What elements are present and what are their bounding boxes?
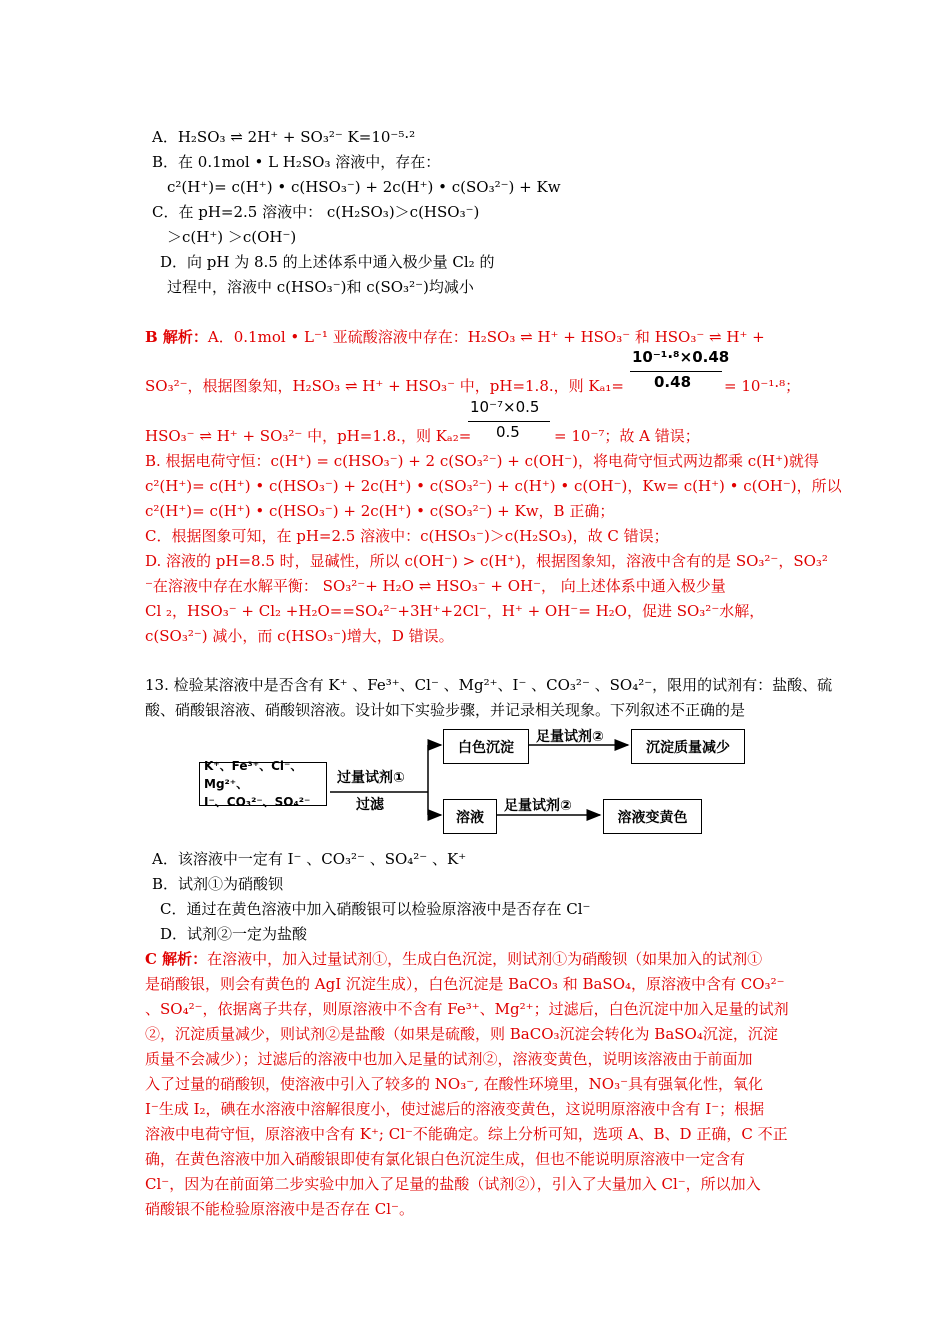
q12-analysis-text: A．0.1mol • L⁻¹ 亚硫酸溶液中存在：H₂SO₃ ⇌ H⁺ + HSO₃⁻ 和 HSO₃⁻ ⇌ H⁺ + xyxy=(207,328,765,346)
q13-analysis-line-5: 质量不会减少）；过滤后的溶液中也加入足量的试剂②，溶液变黄色，说明该溶液由于前面加 xyxy=(145,1050,753,1068)
reagent2-bottom-label: 足量试剂② xyxy=(504,798,572,814)
q13-option-d: D．试剂②一定为盐酸 xyxy=(160,925,308,943)
solution-box: 溶液 xyxy=(443,799,497,834)
q12-analysis-line-3: HSO₃⁻ ⇌ H⁺ + SO₃²⁻ 中，pH=1.8.，则 Kₐ₂= xyxy=(145,427,472,445)
q12-analysis-line-8: D. 溶液的 pH=8.5 时，显碱性，所以 c(OH⁻) > c(H⁺)，根据图象知，溶液中含有的是 SO₃²⁻，SO₃² xyxy=(145,552,828,570)
q13-analysis-line-2: 是硝酸银，则会有黄色的 AgI 沉淀生成），白色沉淀是 BaCO₃ 和 BaSO₄，原溶液中含有 CO₃²⁻ xyxy=(145,975,785,993)
q13-stem-line-2: 酸、硝酸银溶液、硝酸钡溶液。设计如下实验步骤，并记录相关现象。下列叙述不正确的是 xyxy=(145,701,746,719)
ka2-result: = 10⁻⁷；故 A 错误； xyxy=(554,427,700,445)
q12-analysis-head: B 解析： xyxy=(145,328,208,346)
q13-analysis-line-11: 硝酸银不能检验原溶液中是否存在 Cl⁻。 xyxy=(145,1200,414,1218)
q12-option-c-cont: ＞c(H⁺) ＞c(OH⁻) xyxy=(167,228,297,246)
q12-analysis-line-7: C．根据图象可知，在 pH=2.5 溶液中：c(HSO₃⁻)＞c(H₂SO₃)，故 C 错误； xyxy=(145,527,669,545)
q12-option-b-eq: c²(H⁺)= c(H⁺) • c(HSO₃⁻) + 2c(H⁺) • c(SO₃²⁻) + Kw xyxy=(167,178,561,196)
q13-option-c: C．通过在黄色溶液中加入硝酸银可以检验原溶液中是否存在 Cl⁻ xyxy=(160,900,591,918)
white-precipitate-box: 白色沉淀 xyxy=(443,729,529,764)
q12-option-d-cont: 过程中，溶液中 c(HSO₃⁻)和 c(SO₃²⁻)均减小 xyxy=(167,278,474,296)
q13-analysis-line-6: 入了过量的硝酸钡，使溶液中引入了较多的 NO₃⁻, 在酸性环境里，NO₃⁻具有强氧化性，氧化 xyxy=(145,1075,764,1093)
q13-analysis-line-8: 溶液中电荷守恒，原溶液中含有 K⁺; Cl⁻不能确定。综上分析可知，选项 A、B、D 正确，C 不正 xyxy=(145,1125,788,1143)
q12-option-c: C．在 pH=2.5 溶液中： c(H₂SO₃)＞c(HSO₃⁻) xyxy=(152,203,480,221)
ka1-numerator: 10⁻¹·⁸×0.48 xyxy=(632,348,730,366)
q13-analysis-head: C 解析： xyxy=(145,950,208,968)
step1-filter-label: 过滤 xyxy=(356,797,384,813)
q13-analysis-line-7: I⁻生成 I₂，碘在水溶液中溶解很度小，使过滤后的溶液变黄色，这说明原溶液中含有 I⁻；根据 xyxy=(145,1100,765,1118)
q13-stem-line-1: 13. 检验某溶液中是否含有 K⁺ 、Fe³⁺、Cl⁻ 、Mg²⁺、I⁻ 、CO₃²⁻ 、SO₄²⁻，限用的试剂有：盐酸、硫 xyxy=(145,676,833,694)
q13-analysis-line-1 xyxy=(145,949,762,969)
ka1-denominator: 0.48 xyxy=(654,373,692,391)
q12-analysis-line-2: SO₃²⁻，根据图象知，H₂SO₃ ⇌ H⁺ + HSO₃⁻ 中，pH=1.8.，则 Kₐ₁= xyxy=(145,377,624,395)
precipitate-decrease-box: 沉淀质量减少 xyxy=(631,729,745,764)
ka2-denominator: 0.5 xyxy=(496,423,520,441)
start-ions-line-2: I⁻、CO₃²⁻、SO₄²⁻ xyxy=(204,795,311,809)
q13-analysis-line-9: 确，在黄色溶液中加入硝酸银即使有氯化银白色沉淀生成，但也不能说明原溶液中一定含有 xyxy=(145,1150,746,1168)
q12-analysis-line-4: B. 根据电荷守恒：c(H⁺) = c(HSO₃⁻) + 2 c(SO₃²⁻) + c(OH⁻)，将电荷守恒式两边都乘 c(H⁺)就得 xyxy=(145,452,819,470)
q12-analysis-line-6: c²(H⁺)= c(H⁺) • c(HSO₃⁻) + 2c(H⁺) • c(SO₃²⁻) + Kw，B 正确； xyxy=(145,502,615,520)
q13-analysis-line-4: ②，沉淀质量减少，则试剂②是盐酸（如果是硫酸，则 BaCO₃沉淀会转化为 BaSO₄沉淀，沉淀 xyxy=(145,1025,778,1043)
q13-analysis-line-10: Cl⁻，因为在前面第二步实验中加入了足量的盐酸（试剂②），引入了大量加入 Cl⁻，所以加入 xyxy=(145,1175,761,1193)
q12-option-d: D．向 pH 为 8.5 的上述体系中通入极少量 Cl₂ 的 xyxy=(160,253,495,271)
q12-analysis-line-11: c(SO₃²⁻) 减小，而 c(HSO₃⁻)增大，D 错误。 xyxy=(145,627,454,645)
step1-reagent-label: 过量试剂① xyxy=(337,770,405,786)
q13-option-b: B．试剂①为硝酸钡 xyxy=(152,875,284,893)
start-ions-line-1: K⁺、Fe³⁺、Cl⁻、Mg²⁺、 xyxy=(204,759,303,791)
q12-option-a: A．H₂SO₃ ⇌ 2H⁺ + SO₃²⁻ K=10⁻⁵·² xyxy=(152,128,416,146)
q12-analysis-line-10: Cl ₂，HSO₃⁻ + Cl₂ +H₂O==SO₄²⁻+3H⁺+2Cl⁻，H⁺ + OH⁻= H₂O，促进 SO₃²⁻水解， xyxy=(145,602,765,620)
turns-yellow-box: 溶液变黄色 xyxy=(603,799,702,834)
q13-analysis-text: 在溶液中，加入过量试剂①，生成白色沉淀，则试剂①为硝酸钡（如果加入的试剂① xyxy=(207,950,763,968)
reagent2-top-label: 足量试剂② xyxy=(536,729,604,745)
start-ions-box xyxy=(199,759,327,809)
q13-option-a: A．该溶液中一定有 I⁻ 、CO₃²⁻ 、SO₄²⁻ 、K⁺ xyxy=(152,850,467,868)
q12-analysis-line-5: c²(H⁺)= c(H⁺) • c(HSO₃⁻) + 2c(H⁺) • c(SO₃²⁻) + c(H⁺) • c(OH⁻)，Kw= c(H⁺) • c(OH⁻)，所以 xyxy=(145,477,842,495)
q12-analysis-line-9: ⁻在溶液中存在水解平衡： SO₃²⁻+ H₂O ⇌ HSO₃⁻ + OH⁻， 向上述体系中通入极少量 xyxy=(145,577,726,595)
ka2-numerator: 10⁻⁷×0.5 xyxy=(470,398,540,416)
q12-option-b: B．在 0.1mol • L H₂SO₃ 溶液中，存在： xyxy=(152,153,441,171)
q13-analysis-line-3: 、SO₄²⁻，依据离子共存，则原溶液中不含有 Fe³⁺、Mg²⁺；过滤后，白色沉淀中加入足量的试剂 xyxy=(145,1000,789,1018)
ka1-result: = 10⁻¹·⁸； xyxy=(724,377,801,395)
